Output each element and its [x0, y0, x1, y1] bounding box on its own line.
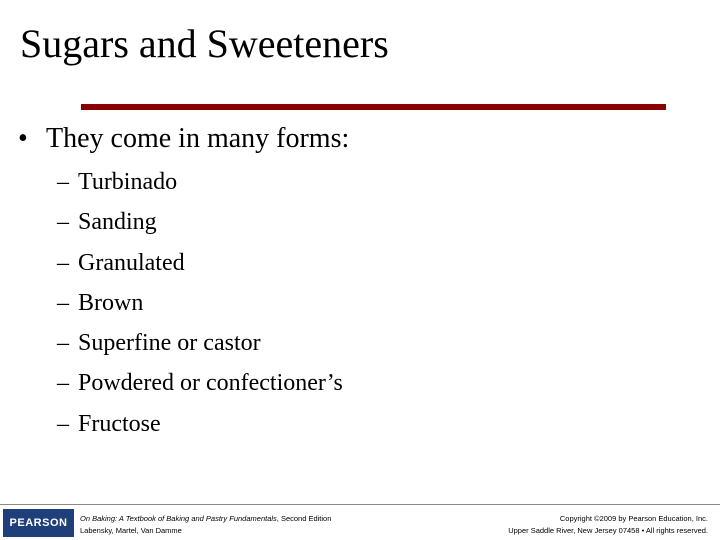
list-item	[57, 202, 343, 242]
title-divider	[81, 104, 666, 110]
footer-book-info	[80, 513, 331, 537]
list-item	[57, 404, 343, 444]
book-title: On Baking: A Textbook of Baking and Pastry Fundamentals	[80, 514, 277, 523]
list-item-text: Powdered or confectioner’s	[78, 370, 343, 397]
dash-icon: –	[57, 169, 69, 195]
dash-icon: –	[57, 289, 69, 316]
list-item-text: Sanding	[78, 209, 157, 236]
list-item-text: Brown	[78, 289, 144, 316]
list-item-text: Turbinado	[78, 169, 178, 195]
copyright-line-1: Copyright ©2009 by Pearson Education, Inc.	[559, 514, 708, 523]
sugar-forms-list	[57, 162, 343, 444]
list-item	[57, 323, 343, 363]
book-authors: Labensky, Martel, Van Damme	[80, 526, 182, 535]
dash-icon: –	[57, 330, 69, 357]
pearson-logo: PEARSON	[3, 509, 74, 537]
list-item	[57, 162, 343, 202]
list-item	[57, 283, 343, 323]
bullet-icon: •	[18, 123, 28, 154]
dash-icon: –	[57, 249, 69, 276]
slide-title: Sugars and Sweeteners	[20, 21, 389, 66]
footer-divider	[0, 504, 720, 505]
book-edition: , Second Edition	[276, 514, 332, 523]
footer-copyright	[508, 513, 708, 537]
list-item-text: Superfine or castor	[78, 330, 261, 357]
list-item-text: Fructose	[78, 410, 161, 437]
main-bullet	[18, 119, 349, 159]
list-item-text: Granulated	[78, 249, 185, 276]
dash-icon: –	[57, 370, 69, 397]
dash-icon: –	[57, 410, 69, 437]
copyright-line-2: Upper Saddle River, New Jersey 07458 • All rights reserved.	[508, 526, 708, 535]
main-bullet-text: They come in many forms:	[46, 123, 350, 154]
list-item	[57, 243, 343, 283]
list-item	[57, 363, 343, 403]
dash-icon: –	[57, 209, 69, 236]
book-title-line	[80, 513, 331, 525]
